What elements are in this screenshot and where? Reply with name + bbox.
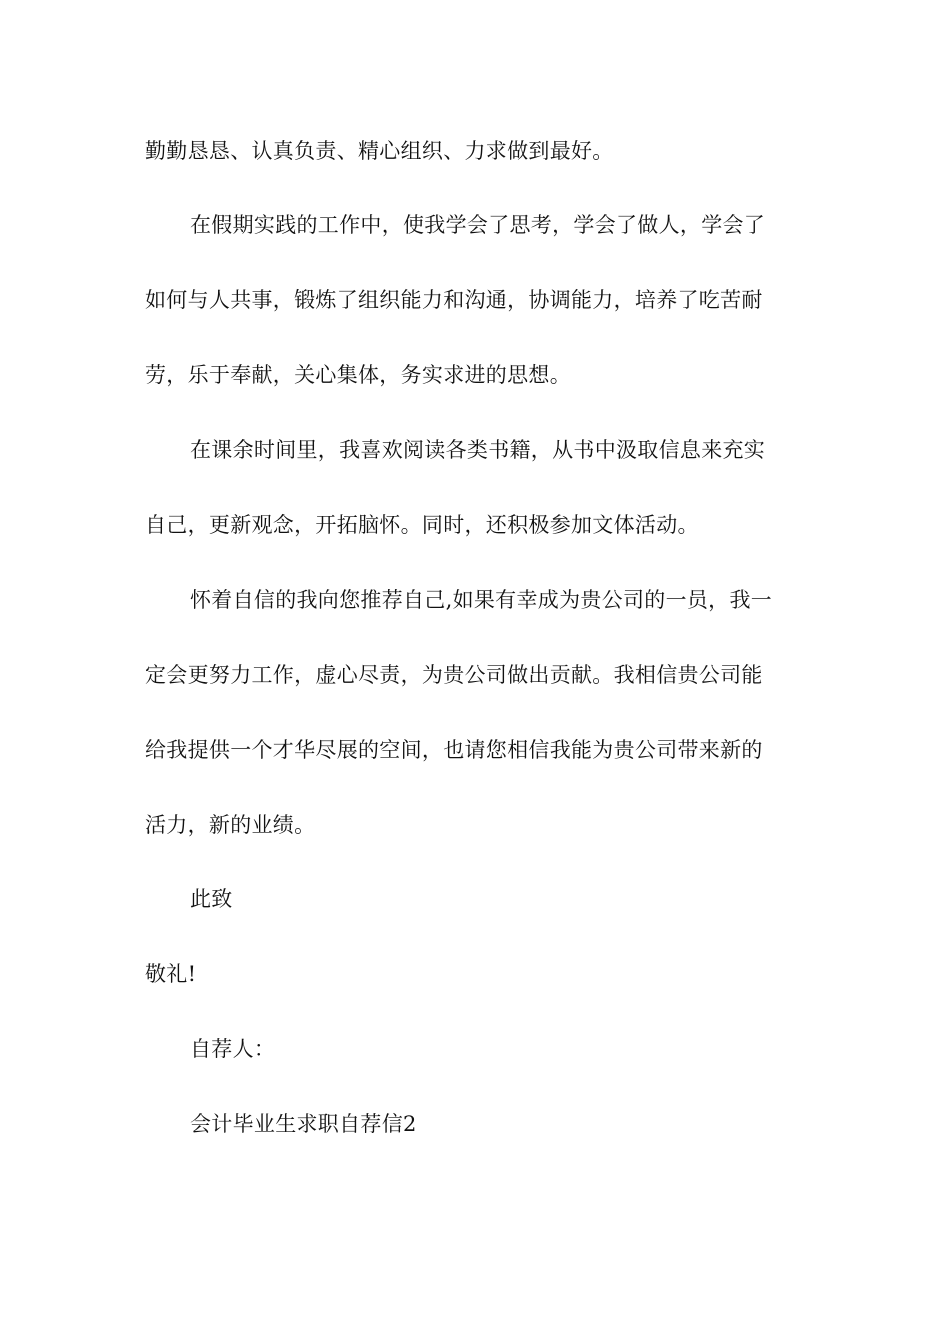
paragraph-line: 在课余时间里，我喜欢阅读各类书籍，从书中汲取信息来充实	[190, 438, 766, 462]
paragraph-line: 怀着自信的我向您推荐自己,如果有幸成为贵公司的一员，我一	[190, 588, 773, 612]
paragraph-line: 如何与人共事，锻炼了组织能力和沟通，协调能力，培养了吃苦耐	[145, 288, 763, 312]
signature-label: 自荐人：	[190, 1037, 276, 1061]
closing-regards: 敬礼!	[145, 962, 197, 986]
paragraph-line: 定会更努力工作，虚心尽责，为贵公司做出贡献。我相信贵公司能	[145, 663, 763, 687]
section-title: 会计毕业生求职自荐信2	[190, 1112, 417, 1136]
paragraph-line: 劳，乐于奉献，关心集体，务实求进的思想。	[145, 363, 571, 387]
paragraph-line: 给我提供一个才华尽展的空间，也请您相信我能为贵公司带来新的	[145, 738, 763, 762]
paragraph-line: 自己，更新观念，开拓脑怀。同时，还积极参加文体活动。	[145, 513, 699, 537]
closing-salutation: 此致	[190, 887, 233, 911]
paragraph-line: 活力，新的业绩。	[145, 813, 316, 837]
paragraph-line: 勤勤恳恳、认真负责、精心组织、力求做到最好。	[145, 139, 614, 163]
paragraph-line: 在假期实践的工作中，使我学会了思考，学会了做人，学会了	[190, 213, 766, 237]
